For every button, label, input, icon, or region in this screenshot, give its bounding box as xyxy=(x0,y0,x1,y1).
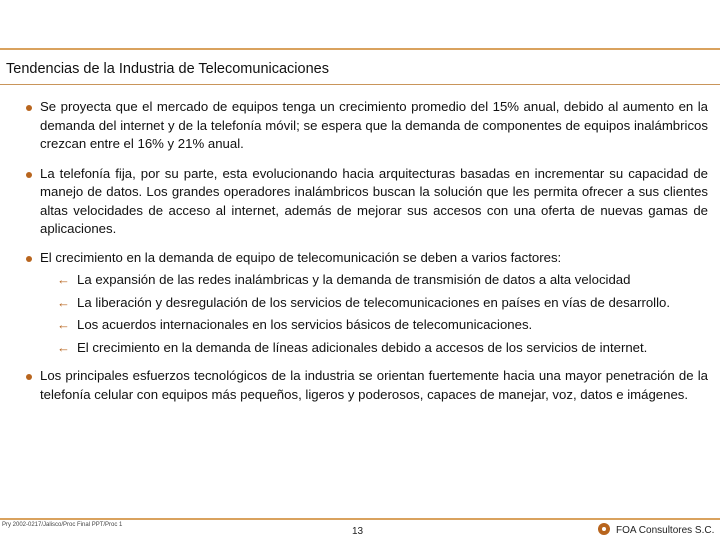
page-title: Tendencias de la Industria de Telecomunicaciones xyxy=(6,61,329,77)
arrow-icon: ← xyxy=(57,339,70,355)
page-number: 13 xyxy=(352,526,364,537)
bullet-dot-icon xyxy=(26,256,32,262)
sub-bullet-text: Los acuerdos internacionales en los servicios básicos de telecomunicaciones. xyxy=(77,317,533,332)
company-logo-icon xyxy=(598,523,610,535)
bullet-item xyxy=(40,165,708,239)
bullet-text: Se proyecta que el mercado de equipos tenga un crecimiento promedio del 15% anual, debido al aumento en la demanda del internet y de la telefonía móvil; se espera que la demanda de componentes de equipos inalámbricos crezcan entre el 16% y 21% anual. xyxy=(40,99,708,151)
footer-file-path: Pry 2002-0217/Jalisco/Proc Final PPT/Proc 1 xyxy=(2,522,123,528)
bullet-dot-icon xyxy=(26,172,32,178)
arrow-icon: ← xyxy=(57,317,70,332)
company-name: FOA Consultores S.C. xyxy=(616,525,715,536)
sub-bullet-list xyxy=(40,271,708,357)
bullet-item xyxy=(40,98,708,154)
top-rule xyxy=(0,48,720,50)
sub-bullet-item xyxy=(57,316,708,335)
bullet-dot-icon xyxy=(26,105,32,111)
bullet-item xyxy=(40,249,708,358)
sub-bullet-item xyxy=(57,294,708,313)
sub-bullet-text: La expansión de las redes inalámbricas y la demanda de transmisión de datos a alta velocidad xyxy=(77,272,631,287)
arrow-icon: ← xyxy=(57,272,70,287)
sub-bullet-item xyxy=(57,339,708,358)
bullet-dot-icon xyxy=(26,374,32,380)
bullet-text: El crecimiento en la demanda de equipo de telecomunicación se deben a varios factores: xyxy=(40,249,562,265)
sub-bullet-text: La liberación y desregulación de los servicios de telecomunicaciones en países en vías de desarrollo. xyxy=(77,294,671,310)
bullet-item xyxy=(40,367,708,404)
bottom-rule xyxy=(0,518,720,520)
bullet-text: Los principales esfuerzos tecnológicos de la industria se orientan fuertemente hacia una mayor penetración de la telefonía celular con equipos más pequeños, ligeros y poderosos, capaces de manejar, voz, datos e imágenes. xyxy=(40,368,708,402)
title-rule xyxy=(0,84,720,85)
arrow-icon: ← xyxy=(57,294,70,310)
bullet-text: La telefonía fija, por su parte, esta evolucionando hacia arquitecturas basadas en incrementar su capacidad de manejo de datos. Los grandes operadores inalámbricos buscan la solución que les permita ofrecer a sus clientes altas velocidades de acceso al internet, además de mejorar sus accesos con una oferta de nuevas gamas de aplicaciones. xyxy=(40,165,708,236)
sub-bullet-item xyxy=(57,271,708,290)
slide-content xyxy=(40,98,708,404)
sub-bullet-text: El crecimiento en la demanda de líneas adicionales debido a accesos de los servicios de internet. xyxy=(77,339,648,355)
